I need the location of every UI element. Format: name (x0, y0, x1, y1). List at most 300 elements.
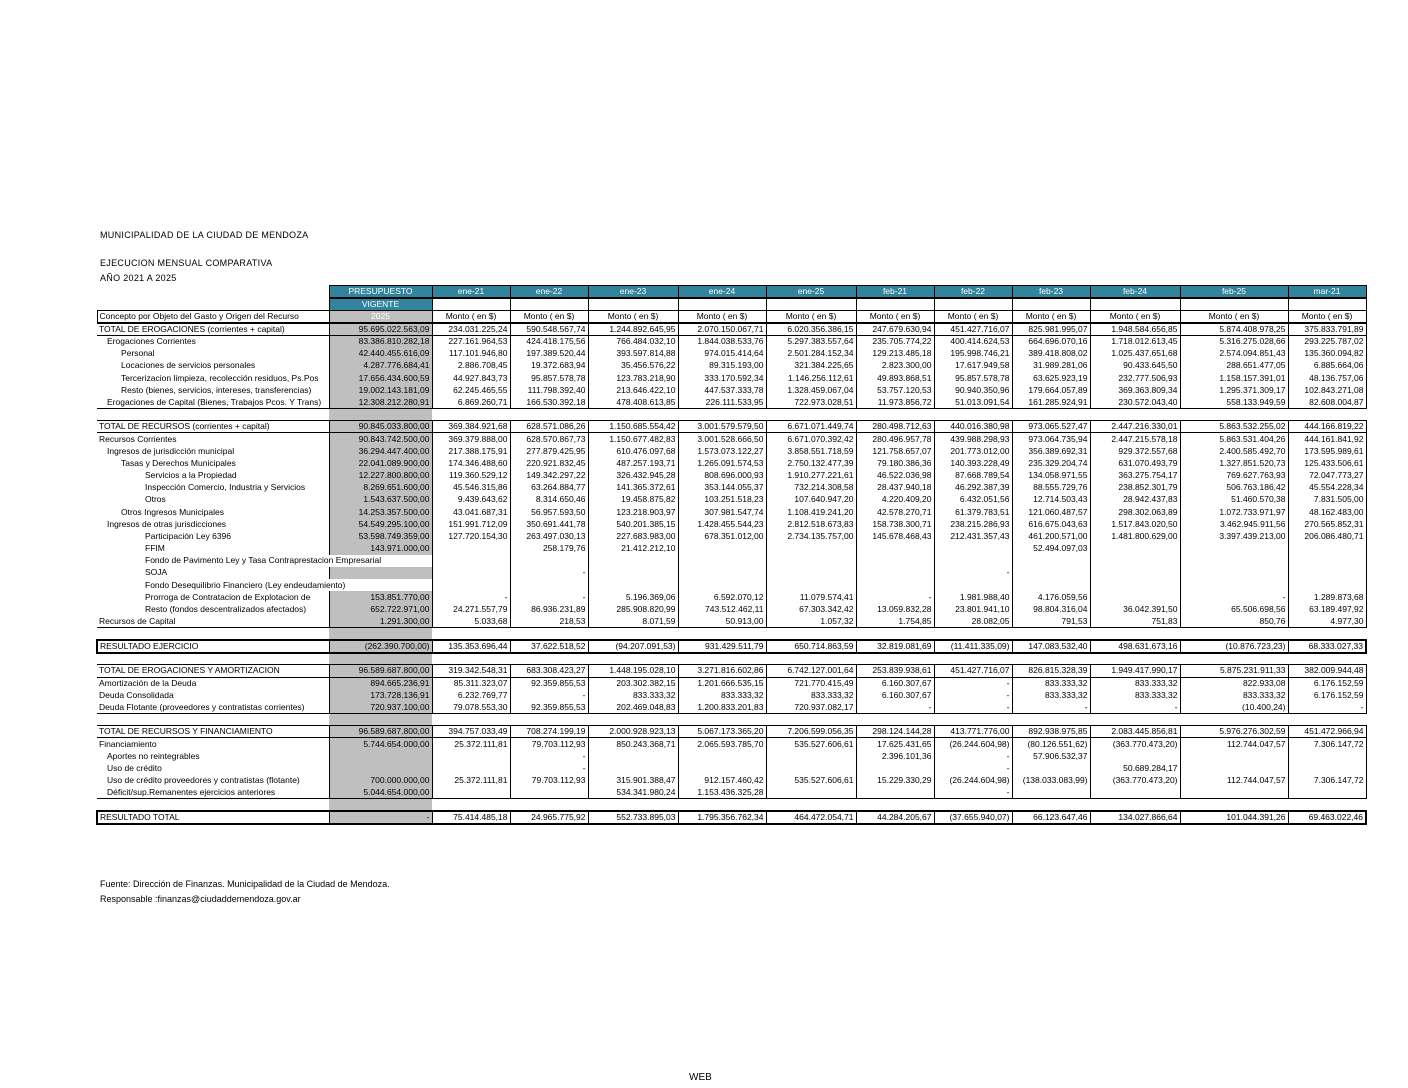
value-cell: 90.433.645,50 (1090, 360, 1180, 372)
value-cell: 125.433.506,61 (1288, 457, 1366, 469)
value-cell: 174.346.488,60 (432, 457, 510, 469)
value-cell: 1.795.356.762,34 (678, 811, 766, 824)
budget-cell: 42.440.455.616,09 (329, 348, 432, 360)
value-cell: 540.201.385,15 (588, 518, 678, 530)
value-cell: 369.384.921,68 (432, 421, 510, 433)
value-cell (432, 555, 510, 567)
value-cell: 72.047.773,27 (1288, 469, 1366, 481)
value-cell: 45.554.228,34 (1288, 482, 1366, 494)
row-label: Participación Ley 6396 (145, 530, 232, 541)
value-cell: 179.664.057,89 (1012, 384, 1090, 396)
concept-header: Concepto por Objeto del Gasto y Origen del Recurso (97, 311, 329, 324)
budget-cell: 17.656.434.600,59 (329, 372, 432, 384)
value-cell: 4.977,30 (1288, 616, 1366, 628)
value-cell (1090, 543, 1180, 555)
row-label: TOTAL DE EROGACIONES Y AMORTIZACION (97, 665, 329, 677)
value-cell: 363.275.754,17 (1090, 469, 1180, 481)
budget-cell: 1.543.637.500,00 (329, 494, 432, 506)
value-cell: 6.232.769,77 (432, 689, 510, 701)
budget-cell: 96.589.687.800,00 (329, 726, 432, 738)
budget-cell: 19.002.143.181,09 (329, 384, 432, 396)
value-cell: 51.460.570,38 (1180, 494, 1288, 506)
value-cell: 238.215.286,93 (934, 518, 1012, 530)
table-row (97, 469, 1366, 481)
value-cell: 2.000.928.923,13 (588, 726, 678, 738)
table-row (97, 482, 1366, 494)
value-cell: 101.044.391,26 (1180, 811, 1288, 824)
value-cell: 234.031.225,24 (432, 323, 510, 336)
budget-cell: 53.598.749.359,00 (329, 530, 432, 542)
value-cell: 7.306.147,72 (1288, 738, 1366, 750)
gap-cell (766, 653, 856, 665)
value-cell: 293.225.787,02 (1288, 336, 1366, 348)
table-row (97, 543, 1366, 555)
header-blank (1012, 298, 1090, 311)
value-cell: 277.879.425,95 (510, 445, 588, 457)
gap-cell (97, 409, 329, 421)
value-cell (588, 579, 678, 591)
value-cell: 590.548.567,74 (510, 323, 588, 336)
value-cell: 127.720.154,30 (432, 530, 510, 542)
value-cell: (10.400,24) (1180, 701, 1288, 713)
value-cell: 535.527.606,61 (766, 774, 856, 786)
value-cell: 931.429.511,79 (678, 640, 766, 653)
table-row (97, 665, 1366, 677)
value-cell: 298.302.063,89 (1090, 506, 1180, 518)
value-cell (1180, 555, 1288, 567)
value-cell: 75.414.485,18 (432, 811, 510, 824)
value-cell: 850,76 (1180, 616, 1288, 628)
value-cell: 444.166.819,22 (1288, 421, 1366, 433)
gap-cell (1180, 799, 1288, 811)
gap-cell (934, 409, 1012, 421)
budget-cell: 8.269.651.600,00 (329, 482, 432, 494)
value-cell: 42.578.270,71 (856, 506, 934, 518)
table-row (97, 530, 1366, 542)
gap-cell-budget (329, 799, 432, 811)
row-label: Ingresos de jurisdicción municipal (107, 445, 235, 456)
value-cell: 50.913,00 (678, 616, 766, 628)
value-cell: 769.627.763,93 (1180, 469, 1288, 481)
budget-cell (329, 762, 432, 774)
value-cell: 973.065.527,47 (1012, 421, 1090, 433)
value-cell: 5.297.383.557,64 (766, 336, 856, 348)
value-cell: (94.207.091,53) (588, 640, 678, 653)
header-blank (510, 298, 588, 311)
value-cell (588, 762, 678, 774)
value-cell: 79.180.386,36 (856, 457, 934, 469)
value-cell: 28.942.437,83 (1090, 494, 1180, 506)
value-cell: - (432, 591, 510, 603)
budget-cell: 22.041.089.900,00 (329, 457, 432, 469)
value-cell: 46.522.036,98 (856, 469, 934, 481)
value-cell: 3.397.439.213,00 (1180, 530, 1288, 542)
row-label: Fondo de Pavimento Ley y Tasa Contraprestacion Empresarial (145, 555, 382, 566)
value-cell: 43.041.687,31 (432, 506, 510, 518)
header-blank (97, 286, 329, 299)
value-cell: 69.463.022,46 (1288, 811, 1366, 824)
value-cell: - (510, 750, 588, 762)
value-cell: 147.083.532,40 (1012, 640, 1090, 653)
value-cell: 3.271.816.602,86 (678, 665, 766, 677)
value-cell: 123.783.218,90 (588, 372, 678, 384)
value-cell: 2.812.518.673,83 (766, 518, 856, 530)
value-cell: 2.400.585.492,70 (1180, 445, 1288, 457)
value-cell: 3.462.945.911,56 (1180, 518, 1288, 530)
value-cell: 79.078.553,30 (432, 701, 510, 713)
header-blank (588, 298, 678, 311)
value-cell (1288, 762, 1366, 774)
value-cell: 89.315.193,00 (678, 360, 766, 372)
gap-cell (856, 628, 934, 640)
table-row (97, 457, 1366, 469)
row-label: Inspección Comercio, Industria y Servicios (145, 482, 306, 493)
value-cell: 400.414.624,53 (934, 336, 1012, 348)
row-label: Financiamiento (99, 738, 157, 749)
gap-cell (1180, 409, 1288, 421)
value-cell (1090, 555, 1180, 567)
value-cell: 1.428.455.544,23 (678, 518, 766, 530)
value-cell: 82.608.004,87 (1288, 396, 1366, 408)
value-cell: - (510, 567, 588, 579)
gap-cell (1012, 653, 1090, 665)
value-cell: - (934, 762, 1012, 774)
value-cell: 506.763.186,42 (1180, 482, 1288, 494)
unit-label: Monto ( en $) (766, 311, 856, 324)
value-cell: - (1012, 701, 1090, 713)
value-cell: 103.251.518,23 (678, 494, 766, 506)
table-row (97, 762, 1366, 774)
value-cell: 5.875.231.911,33 (1180, 665, 1288, 677)
value-cell: 833.333,32 (678, 689, 766, 701)
table-row (97, 787, 1366, 799)
value-cell: 912.157.460,42 (678, 774, 766, 786)
value-cell: 79.703.112,93 (510, 738, 588, 750)
value-cell: 135.353.696,44 (432, 640, 510, 653)
value-cell (1090, 567, 1180, 579)
value-cell (856, 567, 934, 579)
value-cell: 92.359.855,53 (510, 701, 588, 713)
table-row (97, 348, 1366, 360)
value-cell: 5.863.531.404,26 (1180, 433, 1288, 445)
value-cell: 751,83 (1090, 616, 1180, 628)
value-cell: 2.734.135.757,00 (766, 530, 856, 542)
header-presupuesto: PRESUPUESTO (329, 286, 432, 299)
value-cell: 1.158.157.391,01 (1180, 372, 1288, 384)
row-label: Uso de crédito proveedores y contratistas (flotante) (107, 774, 300, 785)
value-cell: 112.744.047,57 (1180, 774, 1288, 786)
unit-label: Monto ( en $) (1012, 311, 1090, 324)
value-cell: (80.126.551,62) (1012, 738, 1090, 750)
header-blank (934, 298, 1012, 311)
section-gap (97, 714, 1366, 726)
table-row (97, 555, 1366, 567)
gap-cell (1090, 714, 1180, 726)
value-cell: 51.013.091,54 (934, 396, 1012, 408)
budget-cell: 700.000.000,00 (329, 774, 432, 786)
gap-cell (934, 628, 1012, 640)
value-cell: 134.058.971,55 (1012, 469, 1090, 481)
value-cell: 5.067.173.365,20 (678, 726, 766, 738)
gap-cell (1090, 409, 1180, 421)
header-month: ene-24 (678, 286, 766, 299)
value-cell: 52.494.097,03 (1012, 543, 1090, 555)
value-cell: - (856, 701, 934, 713)
value-cell: 44.927.843,73 (432, 372, 510, 384)
value-cell: 92.359.855,53 (510, 677, 588, 689)
value-cell (432, 787, 510, 799)
budget-cell: (262.390.700,00) (329, 640, 432, 653)
value-cell: 6.869.260,71 (432, 396, 510, 408)
value-cell: 2.447.215.578,18 (1090, 433, 1180, 445)
unit-label: Monto ( en $) (432, 311, 510, 324)
value-cell: 48.162.483,00 (1288, 506, 1366, 518)
budget-cell: 96.589.687.800,00 (329, 665, 432, 677)
value-cell: 464.472.054,71 (766, 811, 856, 824)
value-cell: 1.448.195.028,10 (588, 665, 678, 677)
table-row (97, 433, 1366, 445)
gap-cell (934, 714, 1012, 726)
value-cell: 6.020.356.386,15 (766, 323, 856, 336)
header-month: feb-22 (934, 286, 1012, 299)
budget-cell: 54.549.295.100,00 (329, 518, 432, 530)
value-cell (856, 579, 934, 591)
gap-cell (588, 799, 678, 811)
value-cell: 15.229.330,29 (856, 774, 934, 786)
value-cell: 95.857.578,78 (934, 372, 1012, 384)
value-cell: 17.625.431,65 (856, 738, 934, 750)
value-cell: - (510, 591, 588, 603)
value-cell (510, 579, 588, 591)
value-cell: 487.257.193,71 (588, 457, 678, 469)
value-cell: 213.646.422,10 (588, 384, 678, 396)
value-cell: 140.393.228,49 (934, 457, 1012, 469)
header-blank (432, 298, 510, 311)
header-blank (678, 298, 766, 311)
gap-cell (432, 409, 510, 421)
header-month: ene-22 (510, 286, 588, 299)
value-cell: 79.703.112,93 (510, 774, 588, 786)
value-cell: 235.705.774,22 (856, 336, 934, 348)
gap-cell (1180, 653, 1288, 665)
value-cell: (26.244.604,98) (934, 738, 1012, 750)
value-cell (856, 762, 934, 774)
value-cell: 24.271.557,79 (432, 603, 510, 615)
value-cell: 6.671.070.392,42 (766, 433, 856, 445)
value-cell: 2.447.216.330,01 (1090, 421, 1180, 433)
value-cell (766, 579, 856, 591)
gap-cell (510, 799, 588, 811)
value-cell (432, 567, 510, 579)
value-cell: 1.153.436.325,28 (678, 787, 766, 799)
value-cell: 24.965.775,92 (510, 811, 588, 824)
gap-cell (678, 409, 766, 421)
table-row (97, 603, 1366, 615)
unit-label: Monto ( en $) (1288, 311, 1366, 324)
value-cell (678, 543, 766, 555)
gap-cell (432, 714, 510, 726)
value-cell: 973.064.735,94 (1012, 433, 1090, 445)
value-cell: 826.815.328,39 (1012, 665, 1090, 677)
value-cell: 929.372.557,68 (1090, 445, 1180, 457)
value-cell (1288, 750, 1366, 762)
header-row-vigente (97, 298, 1366, 311)
value-cell: 743.512.462,11 (678, 603, 766, 615)
value-cell: 833.333,32 (1012, 677, 1090, 689)
value-cell: 444.161.841,92 (1288, 433, 1366, 445)
table-row (97, 738, 1366, 750)
gap-cell (678, 628, 766, 640)
value-cell: 46.292.387,39 (934, 482, 1012, 494)
value-cell: 1.481.800.629,00 (1090, 530, 1180, 542)
value-cell: 3.001.579.579,50 (678, 421, 766, 433)
value-cell (856, 787, 934, 799)
row-label: Servicios a la Propiedad (145, 469, 237, 480)
row-label: Recursos de Capital (97, 616, 329, 628)
table-row (97, 506, 1366, 518)
value-cell (678, 762, 766, 774)
section-gap (97, 653, 1366, 665)
gap-cell (1288, 653, 1366, 665)
value-cell (678, 555, 766, 567)
value-cell (934, 555, 1012, 567)
value-cell: 9.439.643,62 (432, 494, 510, 506)
gap-cell (1012, 799, 1090, 811)
value-cell: 5.874.408.978,25 (1180, 323, 1288, 336)
value-cell: 6.160.307,67 (856, 677, 934, 689)
value-cell: 44.284.205,67 (856, 811, 934, 824)
header-month: mar-21 (1288, 286, 1366, 299)
value-cell (432, 543, 510, 555)
value-cell: 201.773.012,00 (934, 445, 1012, 457)
table-row (97, 384, 1366, 396)
value-cell: 67.303.342,42 (766, 603, 856, 615)
value-cell: 451.472.966,94 (1288, 726, 1366, 738)
value-cell: 1.072.733.971,97 (1180, 506, 1288, 518)
value-cell: 134.027.866,64 (1090, 811, 1180, 824)
value-cell: 217.388.175,91 (432, 445, 510, 457)
contact-note: Responsable :finanzas@ciudaddemendoza.gov.ar (100, 894, 301, 904)
value-cell: 50.689.284,17 (1090, 762, 1180, 774)
value-cell: 5.863.532.255,02 (1180, 421, 1288, 433)
gap-cell-budget (329, 653, 432, 665)
table-row (97, 494, 1366, 506)
table-row (97, 518, 1366, 530)
value-cell: 238.852.301,79 (1090, 482, 1180, 494)
value-cell: 720.937.082,17 (766, 701, 856, 713)
budget-cell: 36.294.447.400,00 (329, 445, 432, 457)
value-cell: 107.640.947,20 (766, 494, 856, 506)
row-label: Deuda Flotante (proveedores y contratistas corrientes) (97, 701, 329, 713)
value-cell (1288, 543, 1366, 555)
gap-cell (934, 653, 1012, 665)
gap-cell (510, 409, 588, 421)
value-cell: 1.517.843.020,50 (1090, 518, 1180, 530)
value-cell: 3.001.528.666,50 (678, 433, 766, 445)
value-cell: 62.245.465,55 (432, 384, 510, 396)
gap-cell (97, 653, 329, 665)
value-cell: 90.940.350,96 (934, 384, 1012, 396)
value-cell: 683.308.423,27 (510, 665, 588, 677)
value-cell: 66.123.647,46 (1012, 811, 1090, 824)
value-cell: 766.484.032,10 (588, 336, 678, 348)
value-cell: 353.144.055,37 (678, 482, 766, 494)
header-month: feb-25 (1180, 286, 1288, 299)
value-cell: 2.070.150.067,71 (678, 323, 766, 336)
unit-label: Monto ( en $) (588, 311, 678, 324)
value-cell: 552.733.895,03 (588, 811, 678, 824)
value-cell (766, 543, 856, 555)
gap-cell (588, 628, 678, 640)
value-cell: 461.200.571,00 (1012, 530, 1090, 542)
unit-label: Monto ( en $) (678, 311, 766, 324)
header-blank (1180, 298, 1288, 311)
value-cell: 1.948.584.656,85 (1090, 323, 1180, 336)
header-month: feb-23 (1012, 286, 1090, 299)
value-cell: 203.302.382,15 (588, 677, 678, 689)
value-cell: - (1090, 701, 1180, 713)
gap-cell (588, 653, 678, 665)
row-label: Tercerizacion limpieza, recolección residuos, Ps.Pos (121, 372, 319, 383)
value-cell: - (510, 762, 588, 774)
row-label: TOTAL DE RECURSOS (corrientes + capital) (97, 421, 329, 433)
value-cell: 6.592.070,12 (678, 591, 766, 603)
value-cell: (11.411.335,09) (934, 640, 1012, 653)
value-cell (1288, 787, 1366, 799)
row-label: FFIM (145, 543, 165, 554)
gap-cell (510, 628, 588, 640)
gap-cell (97, 799, 329, 811)
value-cell (1180, 750, 1288, 762)
value-cell: 8.314.650,46 (510, 494, 588, 506)
value-cell: 451.427.716,07 (934, 323, 1012, 336)
value-cell (766, 762, 856, 774)
value-cell: 95.857.578,78 (510, 372, 588, 384)
value-cell: 808.696.000,93 (678, 469, 766, 481)
value-cell: (10.876.723,23) (1180, 640, 1288, 653)
value-cell: 1.718.012.613,45 (1090, 336, 1180, 348)
value-cell: 7.831.505,00 (1288, 494, 1366, 506)
value-cell (766, 555, 856, 567)
value-cell: 212.431.357,43 (934, 530, 1012, 542)
gap-cell (766, 714, 856, 726)
value-cell: 123.218.903,97 (588, 506, 678, 518)
value-cell: 451.427.716,07 (934, 665, 1012, 677)
header-blank (766, 298, 856, 311)
value-cell: 28.437.940,18 (856, 482, 934, 494)
value-cell: 6.160.307,67 (856, 689, 934, 701)
row-label: Resto (fondos descentralizados afectados) (145, 604, 307, 615)
table-row (97, 323, 1366, 336)
budget-cell (329, 567, 432, 579)
table-row (97, 677, 1366, 689)
value-cell (1288, 579, 1366, 591)
value-cell: 2.886.708,45 (432, 360, 510, 372)
header-blank (1288, 298, 1366, 311)
value-cell: 439.988.298,93 (934, 433, 1012, 445)
gap-cell (1090, 799, 1180, 811)
gap-cell (678, 714, 766, 726)
value-cell (1090, 750, 1180, 762)
value-cell: 11.079.574,41 (766, 591, 856, 603)
row-label: Locaciones de servicios personales (121, 360, 256, 371)
value-cell: 19.372.683,94 (510, 360, 588, 372)
value-cell: 6.885.664,06 (1288, 360, 1366, 372)
header-vigente: VIGENTE (329, 298, 432, 311)
value-cell: 5.316.275.028,66 (1180, 336, 1288, 348)
value-cell: 35.456.576,22 (588, 360, 678, 372)
header-month: feb-24 (1090, 286, 1180, 299)
